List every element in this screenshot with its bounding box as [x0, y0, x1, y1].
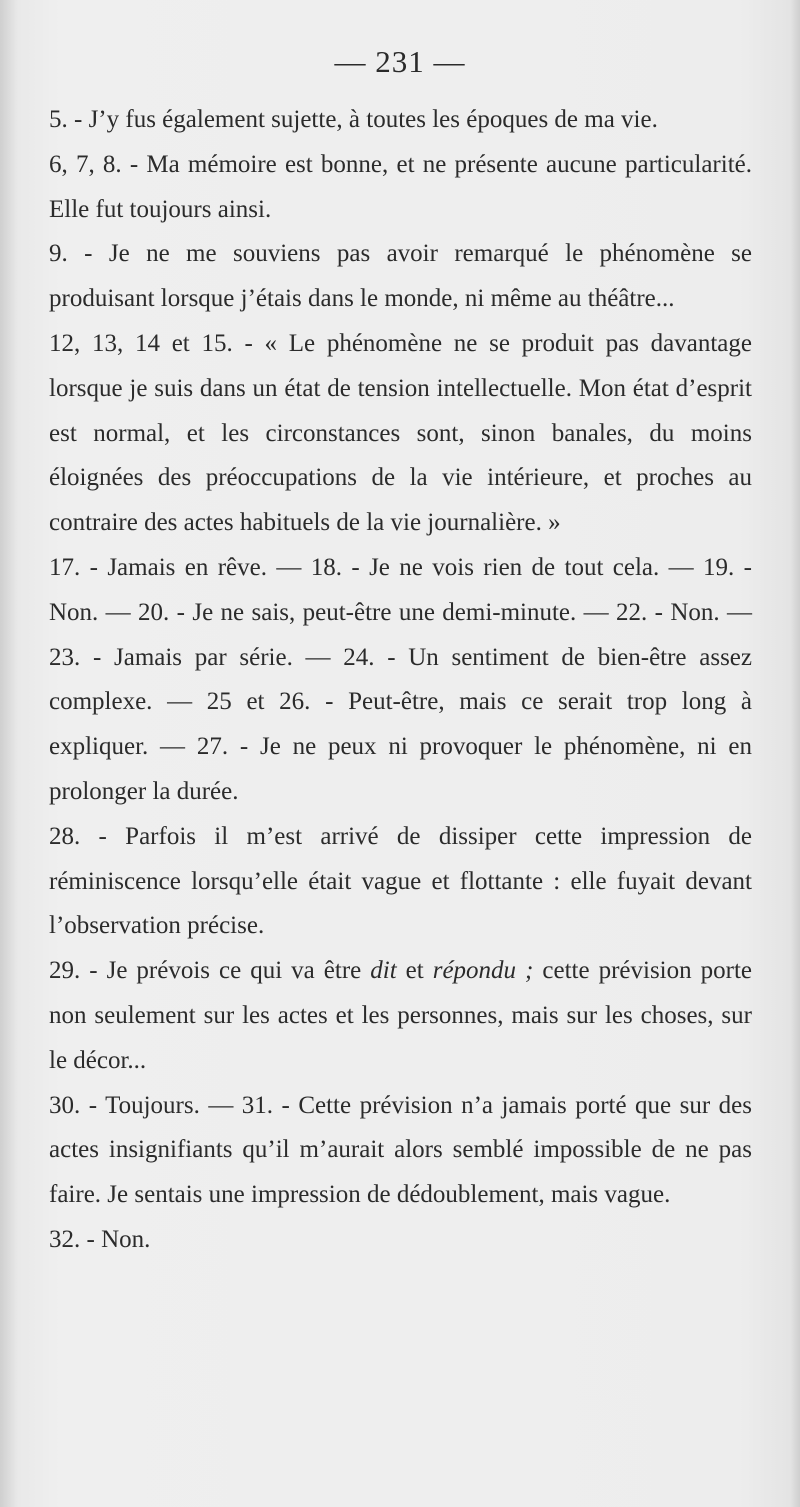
paragraph-12-15: 12, 13, 14 et 15. - « Le phénomène ne se produit pas davantage lorsque je suis dans un état de tension intellectuelle. Mon état d’esprit est normal, et les circonstances sont, sinon banales, du moins éloignées des préoccupations de la vie intérieure, et proches au contraire des actes habituels de la vie journalière. »	[49, 329, 752, 537]
page-body	[49, 98, 752, 1263]
paragraph-6-7-8: 6, 7, 8. - Ma mémoire est bonne, et ne présente aucune particularité. Elle fut toujours ainsi.	[49, 150, 752, 223]
paragraph-9: 9. - Je ne me souviens pas avoir remarqué le phénomène se produisant lorsque j’étais dans le monde, ni même au théâtre...	[49, 240, 752, 313]
paragraph-29-mid: et	[396, 957, 433, 985]
paragraph-29	[49, 949, 752, 1083]
paragraph-29-start: 29. - Je prévois ce qui va être	[49, 957, 371, 985]
page-number: — 231 —	[334, 44, 466, 79]
paragraph-17-27: 17. - Jamais en rêve. — 18. - Je ne vois rien de tout cela. — 19. - Non. — 20. - Je ne sais, peut-être une demi-minute. — 22. - Non. — 23. - Jamais par série. — 24. - Un sentiment de bien-être assez complexe. — 25 et 26. - Peut-être, mais ce serait trop long à expliquer. — 27. - Je ne peux ni provoquer le phénomène, ni en prolonger la durée.	[49, 553, 752, 805]
paragraph-30-31: 30. - Toujours. — 31. - Cette prévision n’a jamais porté que sur des actes insignifiants qu’il m’aurait alors semblé impossible de ne pas faire. Je sentais une impression de dédoublement, mais vague.	[49, 1091, 752, 1209]
italic-dit: dit	[370, 957, 397, 985]
italic-repondu: répondu ;	[432, 957, 534, 985]
paragraph-29-end: cette prévision porte non seulement sur les actes et les personnes, mais sur les choses, sur le décor...	[49, 957, 753, 1074]
paragraph-28: 28. - Parfois il m’est arrivé de dissiper cette impression de réminiscence lorsqu’elle était vague et flottante : elle fuyait devant l’observation précise.	[49, 822, 752, 940]
paragraph-32: 32. - Non.	[49, 1225, 151, 1253]
paragraph-5: 5. - J’y fus également sujette, à toutes les époques de ma vie.	[49, 106, 658, 133]
